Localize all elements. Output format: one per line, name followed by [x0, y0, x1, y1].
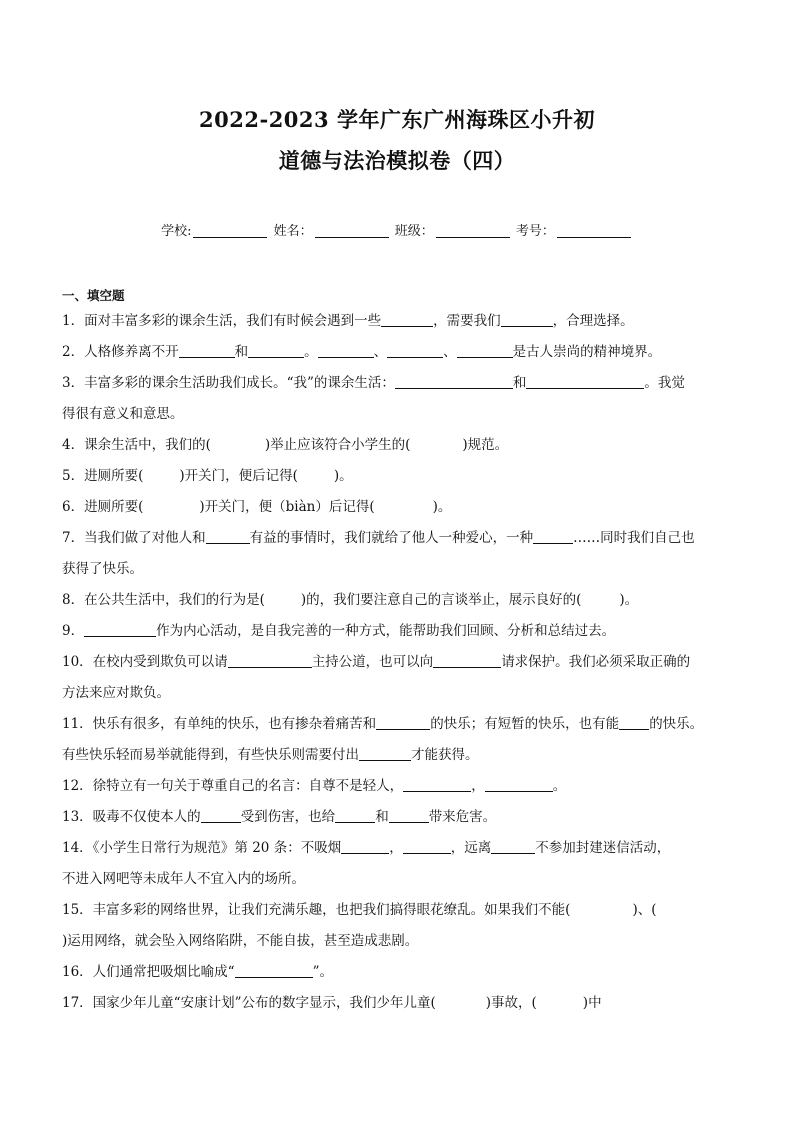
question-14-line2: 不进入网吧等未成年人不宜入内的场所。	[62, 871, 305, 887]
question-10-line2: 方法来应对欺负。	[62, 685, 170, 701]
answer-blank[interactable]	[395, 374, 513, 389]
answer-blank[interactable]	[389, 808, 429, 823]
answer-blank[interactable]	[335, 808, 375, 823]
name-blank[interactable]	[315, 223, 389, 238]
student-info-row	[0, 220, 794, 239]
answer-blank[interactable]	[376, 715, 430, 730]
answer-blank[interactable]	[501, 312, 553, 327]
question-15: 15．丰富多彩的网络世界，让我们充满乐趣，也把我们搞得眼花缭乱。如果我们不能( )、(	[62, 902, 657, 918]
answer-blank[interactable]	[201, 808, 241, 823]
question-14: 14．《小学生日常行为规范》第 20 条：不吸烟 ， ，远离 不参加封建迷信活动，	[62, 840, 671, 856]
answer-blank[interactable]	[387, 343, 443, 358]
exam-no-label: 考号：	[515, 224, 555, 239]
answer-blank[interactable]	[491, 839, 535, 854]
question-5: 5．进厕所要( )开关门，便后记得( )。	[62, 468, 353, 484]
exam-title-line2: 道德与法治模拟卷（四）	[278, 148, 516, 173]
question-3: 3．丰富多彩的课余生活助我们成长。“我”的课余生活： 和 。我觉	[62, 375, 685, 391]
question-15-line2: )运用网络，就会坠入网络陷阱，不能自拔，甚至造成悲剧。	[62, 933, 419, 949]
answer-blank[interactable]	[179, 343, 235, 358]
answer-blank[interactable]	[403, 777, 471, 792]
question-2: 2．人格修养离不开 和 。 、 、 是古人崇尚的精神境界。	[62, 344, 662, 360]
question-13: 13．吸毒不仅使本人的 受到伤害，也给 和 带来危害。	[62, 809, 497, 825]
answer-blank[interactable]	[381, 312, 433, 327]
question-7: 7．当我们做了对他人和 有益的事情时，我们就给了他人一种爱心，一种 ……同时我们自己也	[62, 530, 695, 546]
question-6: 6．进厕所要( )开关门，便（biàn）后记得( )。	[62, 499, 452, 515]
answer-blank[interactable]	[433, 653, 501, 668]
question-4: 4．课余生活中，我们的( )举止应该符合小学生的( )规范。	[62, 437, 509, 453]
answer-blank[interactable]	[526, 374, 644, 389]
answer-blank[interactable]	[457, 343, 513, 358]
answer-blank[interactable]	[228, 653, 312, 668]
question-9: 9． 作为内心活动，是自我完善的一种方式，能帮助我们回顾、分析和总结过去。	[62, 623, 616, 639]
question-7-line2: 获得了快乐。	[62, 561, 143, 577]
answer-blank[interactable]	[359, 746, 411, 761]
class-label: 班级：	[394, 224, 434, 239]
exam-title-line1: 2022-2023 学年广东广州海珠区小升初	[199, 107, 595, 132]
question-11-line2: 有些快乐轻而易举就能得到，有些快乐则需要付出 才能获得。	[62, 747, 479, 763]
school-blank[interactable]	[193, 223, 267, 238]
class-blank[interactable]	[436, 223, 510, 238]
answer-blank[interactable]	[403, 839, 451, 854]
question-16: 16．人们通常把吸烟比喻成“ ”。	[62, 964, 333, 980]
school-label: 学校:	[161, 224, 192, 239]
exam-no-blank[interactable]	[557, 223, 631, 238]
question-11: 11．快乐有很多，有单纯的快乐，也有掺杂着痛苦和 的快乐；有短暂的快乐，也有能 的快乐。	[62, 716, 704, 732]
answer-blank[interactable]	[341, 839, 389, 854]
question-1: 1．面对丰富多彩的课余生活，我们有时候会遇到一些 ，需要我们 ，合理选择。	[62, 313, 634, 329]
question-8: 8．在公共生活中，我们的行为是( )的，我们要注意自己的言谈举止，展示良好的( )。	[62, 592, 639, 608]
answer-blank[interactable]	[84, 622, 156, 637]
question-12: 12．徐特立有一句关于尊重自己的名言：自尊不是轻人， ， 。	[62, 778, 567, 794]
question-17: 17．国家少年儿童“安康计划”公布的数字显示，我们少年儿童( )事故，( )中	[62, 995, 602, 1011]
answer-blank[interactable]	[206, 529, 250, 544]
question-10: 10．在校内受到欺负可以请 主持公道，也可以向 请求保护。我们必须采取正确的	[62, 654, 691, 670]
question-3-line2: 得很有意义和意思。	[62, 406, 184, 422]
answer-blank[interactable]	[248, 343, 304, 358]
answer-blank[interactable]	[485, 777, 553, 792]
answer-blank[interactable]	[235, 963, 313, 978]
answer-blank[interactable]	[318, 343, 374, 358]
answer-blank[interactable]	[619, 715, 649, 730]
section-title: 一、填空题	[62, 288, 125, 303]
name-label: 姓名：	[273, 224, 313, 239]
answer-blank[interactable]	[533, 529, 573, 544]
